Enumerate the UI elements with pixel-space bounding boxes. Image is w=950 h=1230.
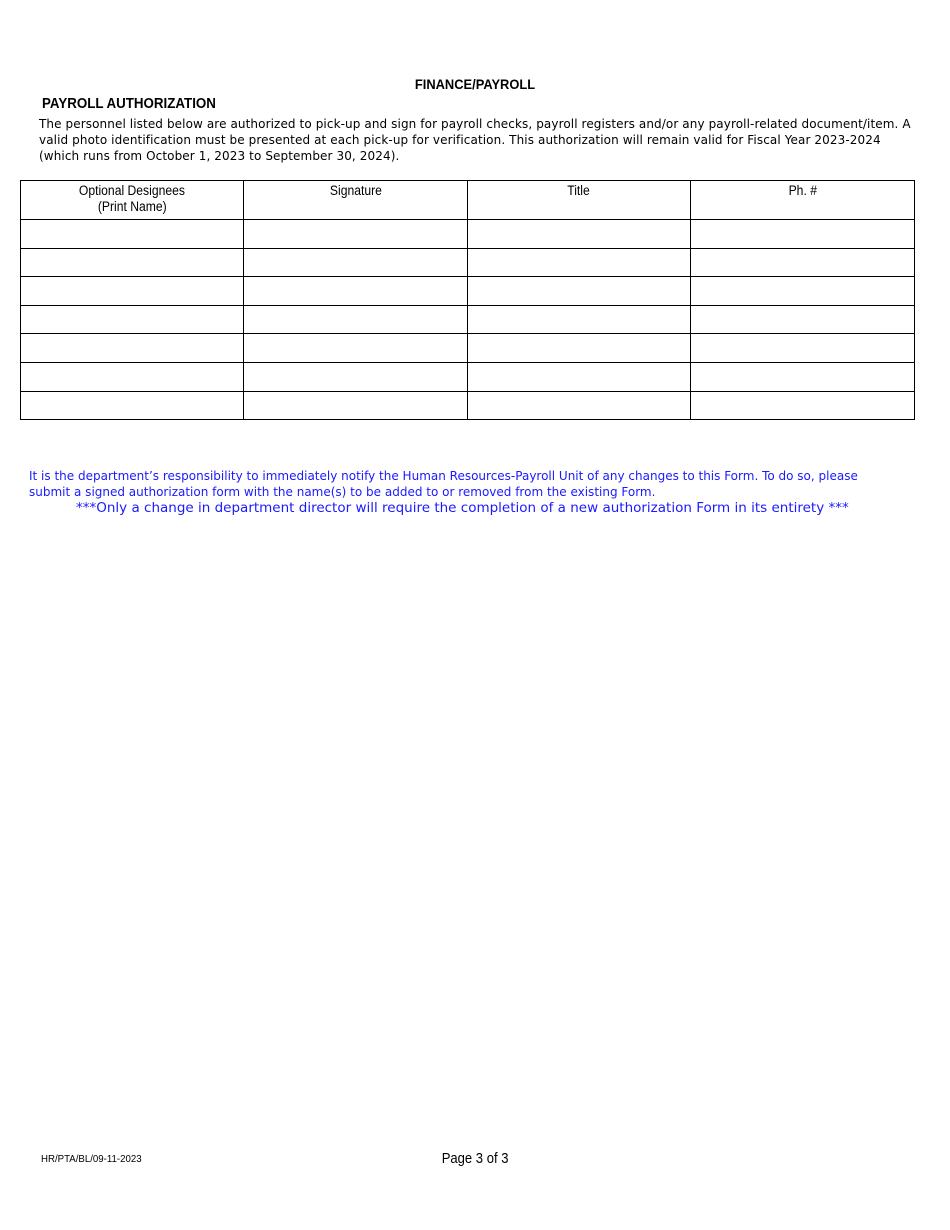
page-title: FINANCE/PAYROLL xyxy=(414,76,536,92)
designee-name-cell[interactable] xyxy=(21,391,244,420)
title-cell[interactable] xyxy=(468,391,691,420)
signature-cell[interactable] xyxy=(244,248,468,277)
table-row xyxy=(21,334,915,363)
notice-emphasis: ***Only a change in department director will require the completion of a new authorization Form in its entirety *** xyxy=(76,500,849,516)
column-header-designees-line1: Optional Designees xyxy=(78,183,186,198)
table-body xyxy=(21,220,915,420)
table-row xyxy=(21,220,915,249)
designee-name-cell[interactable] xyxy=(21,305,244,334)
table-header-row xyxy=(21,181,915,220)
column-header-signature xyxy=(244,181,468,220)
form-code: HR/PTA/BL/09-11-2023 xyxy=(41,1153,142,1165)
table-row xyxy=(21,248,915,277)
page-number xyxy=(0,1151,950,1167)
designee-name-cell[interactable] xyxy=(21,248,244,277)
designees-table xyxy=(20,180,915,420)
designee-name-cell[interactable] xyxy=(21,220,244,249)
title-cell[interactable] xyxy=(468,220,691,249)
signature-cell[interactable] xyxy=(244,220,468,249)
signature-cell[interactable] xyxy=(244,277,468,306)
table-row xyxy=(21,391,915,420)
phone-cell[interactable] xyxy=(691,334,915,363)
signature-cell[interactable] xyxy=(244,305,468,334)
table-row xyxy=(21,362,915,391)
column-header-signature-label: Signature xyxy=(329,183,382,198)
column-header-title xyxy=(468,181,691,220)
designee-name-cell[interactable] xyxy=(21,334,244,363)
phone-cell[interactable] xyxy=(691,362,915,391)
title-cell[interactable] xyxy=(468,362,691,391)
table-row xyxy=(21,277,915,306)
column-header-phone-label: Ph. # xyxy=(788,183,817,198)
page-number-label: Page 3 of 3 xyxy=(441,1151,509,1167)
phone-cell[interactable] xyxy=(691,391,915,420)
designee-name-cell[interactable] xyxy=(21,362,244,391)
phone-cell[interactable] xyxy=(691,248,915,277)
intro-paragraph: The personnel listed below are authorized to pick-up and sign for payroll checks, payroll registers and/or any payroll-related document/item. A valid photo identification must be presented at each pick-up for verification. This authorization will remain valid for Fiscal Year 2023-2024 (which runs from October 1, 2023 to September 30, 2024). xyxy=(39,117,911,163)
title-cell[interactable] xyxy=(468,277,691,306)
section-title: PAYROLL AUTHORIZATION xyxy=(42,96,216,112)
column-header-phone xyxy=(691,181,915,220)
phone-cell[interactable] xyxy=(691,277,915,306)
signature-cell[interactable] xyxy=(244,362,468,391)
column-header-title-label: Title xyxy=(567,183,591,198)
notice-text: It is the department’s responsibility to immediately notify the Human Resources-Payroll Unit of any changes to this Form. To do so, please submit a signed authorization form with the name(s) to be added to or removed from the existing Form. xyxy=(29,469,858,499)
title-cell[interactable] xyxy=(468,305,691,334)
designee-name-cell[interactable] xyxy=(21,277,244,306)
signature-cell[interactable] xyxy=(244,391,468,420)
phone-cell[interactable] xyxy=(691,305,915,334)
signature-cell[interactable] xyxy=(244,334,468,363)
table-row xyxy=(21,305,915,334)
title-cell[interactable] xyxy=(468,334,691,363)
column-header-designees-line2: (Print Name) xyxy=(97,199,167,214)
title-cell[interactable] xyxy=(468,248,691,277)
column-header-designees xyxy=(21,181,244,220)
phone-cell[interactable] xyxy=(691,220,915,249)
